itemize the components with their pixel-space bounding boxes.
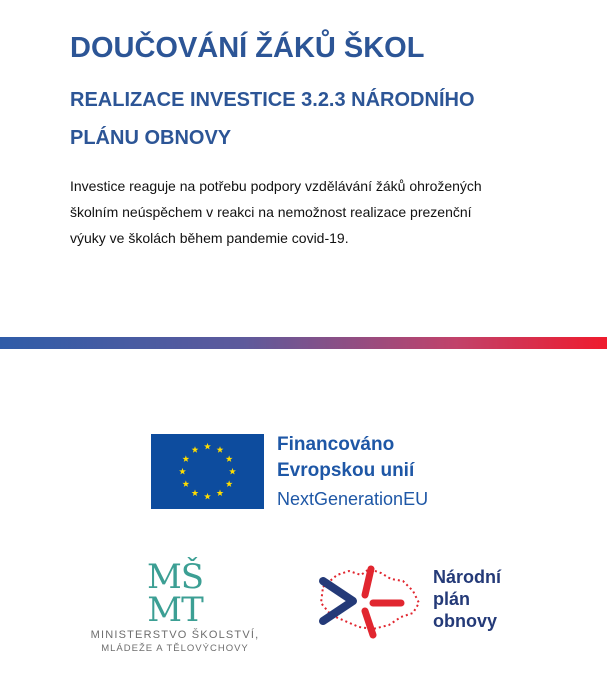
intro-line: výuky ve školách během pandemie covid-19. (70, 230, 349, 246)
npo-star-ray (365, 569, 371, 595)
msmt-name (70, 628, 280, 655)
npo-chevron (323, 581, 353, 621)
npo-label-line: obnovy (433, 611, 498, 631)
npo-label-line: plán (433, 589, 471, 609)
npo-label (433, 566, 501, 632)
msmt-monogram-bottom: MT (147, 590, 203, 625)
intro-paragraph (70, 173, 550, 251)
eu-nextgen-line: NextGenerationEU (277, 489, 429, 509)
npo-star-ray (365, 611, 373, 635)
subtitle-line: REALIZACE INVESTICE 3.2.3 NÁRODNÍHO (70, 89, 475, 111)
eu-flag-icon (151, 434, 264, 509)
page-title: DOUČOVÁNÍ ŽÁKŮ ŠKOL (70, 32, 425, 64)
eu-funding-label (277, 432, 428, 512)
msmt-name-line: MLÁDEŽE A TĚLOVÝCHOVY (101, 643, 249, 654)
eu-funding-line: Financováno (277, 434, 395, 455)
subtitle-line: PLÁNU OBNOVY (70, 127, 232, 149)
eu-funding-line: Evropskou unií (277, 460, 415, 481)
msmt-logo (125, 557, 225, 625)
gradient-divider (0, 337, 607, 349)
intro-line: školním neúspěchem v reakci na nemožnost realizace prezenční (70, 204, 472, 220)
czech-map-arrow-icon (315, 561, 425, 641)
msmt-monogram-top: MŠ (146, 557, 204, 597)
npo-label-line: Národní (433, 567, 502, 587)
msmt-name-line: MINISTERSTVO ŠKOLSTVÍ, (90, 629, 260, 641)
intro-line: Investice reaguje na potřebu podpory vzdělávání žáků ohrožených (70, 178, 482, 194)
page-subtitle (70, 81, 560, 157)
